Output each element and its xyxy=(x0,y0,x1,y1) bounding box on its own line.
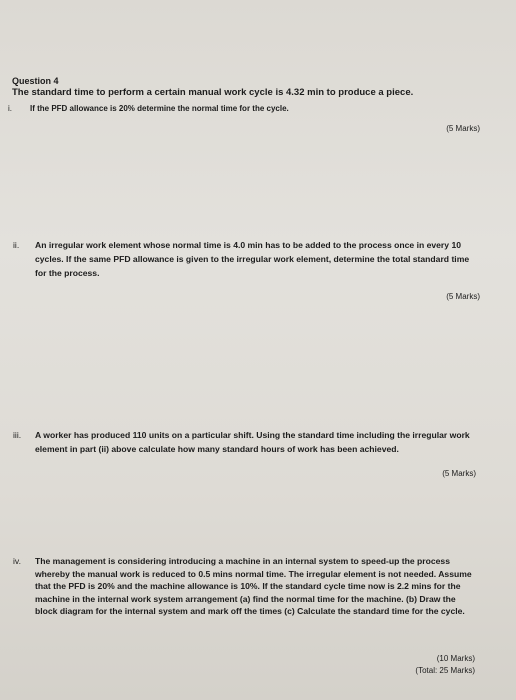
question-title: Question 4 xyxy=(12,76,59,86)
part-ii xyxy=(13,238,477,280)
part-number: iv. xyxy=(13,556,21,566)
part-iii xyxy=(13,428,477,456)
part-ii-marks: (5 Marks) xyxy=(446,292,480,301)
part-iii-marks: (5 Marks) xyxy=(442,469,476,478)
part-iv xyxy=(13,555,478,618)
part-text: An irregular work element whose normal time is 4.0 min has to be added to the process once in every 10 cycles. If the same PFD allowance is given to the irregular work element, determine the total standard time for the process. xyxy=(35,240,470,278)
question-intro: The standard time to perform a certain manual work cycle is 4.32 min to produce a piece. xyxy=(12,87,414,98)
part-iv-marks: (10 Marks) xyxy=(436,654,475,663)
part-i-marks: (5 Marks) xyxy=(446,124,480,133)
part-number: i. xyxy=(8,104,12,113)
part-i xyxy=(8,102,430,116)
part-number: ii. xyxy=(13,240,20,250)
total-marks: (Total: 25 Marks) xyxy=(415,666,475,675)
part-text: If the PFD allowance is 20% determine the normal time for the cycle. xyxy=(30,104,289,113)
part-text: A worker has produced 110 units on a particular shift. Using the standard time including the irregular work element in part (ii) above calculate how many standard hours of work has been achieved. xyxy=(35,430,470,454)
part-number: iii. xyxy=(13,430,22,440)
part-text: The management is considering introducing a machine in an internal system to speed-up the process whereby the manual work is reduced to 0.5 mins normal time. The irregular element is not needed. Assume that the PFD is 20% and the machine allowance is 10%. If the standard cycle time now is 2.2 mins for the machine in the internal work system arrangement (a) find the normal time for the machine. (b) Draw the block diagram for the internal system and mark off the times (c) Calculate the standard time for the cycle. xyxy=(35,556,472,617)
